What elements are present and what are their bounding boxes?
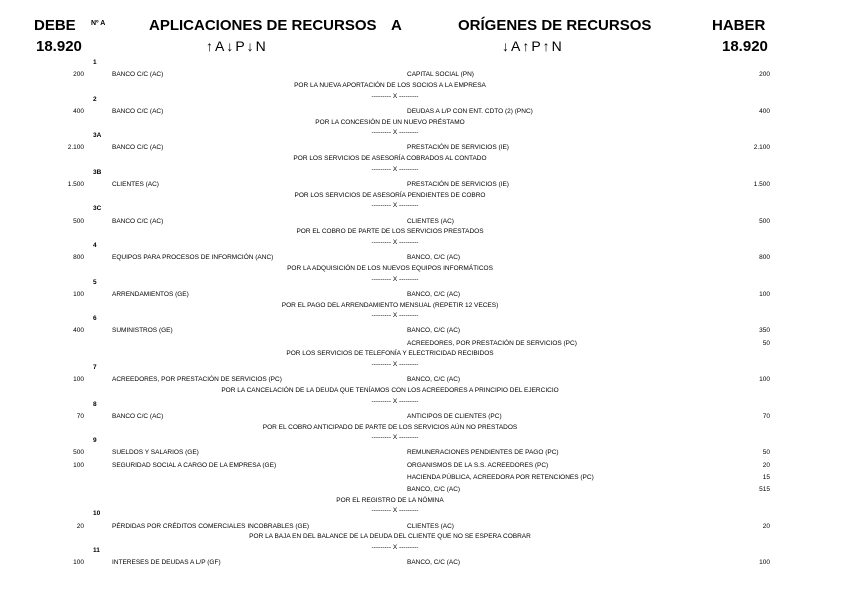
- entry-number: 8: [93, 400, 97, 408]
- debit-amount: 1.500: [67, 181, 84, 188]
- debit-account: EQUIPOS PARA PROCESOS DE INFORMCIÓN (ANC): [112, 254, 274, 262]
- credit-amount: 100: [759, 376, 770, 384]
- credit-account: BANCO, C/C (AC): [407, 327, 461, 335]
- haber-total: 18.920: [722, 38, 768, 55]
- entry-number: 4: [93, 242, 97, 249]
- debit-account: SEGURIDAD SOCIAL A CARGO DE LA EMPRESA (GE): [112, 461, 277, 469]
- entry-number: 3C: [93, 205, 102, 213]
- credit-amount: 15: [762, 473, 770, 481]
- credit-amount: 50: [762, 339, 770, 347]
- entry-description: POR LOS SERVICIOS DE ASESORÍA COBRADOS AL CONTADO: [293, 155, 487, 163]
- debit-account: BANCO C/C (AC): [112, 71, 164, 79]
- debit-amount: 100: [73, 559, 84, 567]
- credit-account: PRESTACIÓN DE SERVICIOS (IE): [407, 144, 509, 152]
- debit-amount: 400: [73, 327, 84, 335]
- entry-separator: --------- X ---------: [371, 165, 419, 173]
- debit-account: ARRENDAMIENTOS (GE): [112, 290, 189, 298]
- credit-account: CLIENTES (AC): [407, 217, 454, 225]
- credit-account: ORGANISMOS DE LA S.S. ACREEDORES (PC): [407, 461, 549, 469]
- credit-amount: 20: [762, 461, 770, 469]
- entry-separator: --------- X ---------: [371, 544, 419, 551]
- entry-number: 1: [93, 59, 97, 66]
- credit-account: PRESTACIÓN DE SERVICIOS (IE): [407, 181, 509, 188]
- entry-separator: --------- X ---------: [371, 434, 419, 442]
- credit-amount: 70: [762, 412, 770, 420]
- credit-account: HACIENDA PÚBLICA, ACREEDORA POR RETENCIONES (PC): [407, 473, 594, 481]
- entry-description: POR LA NUEVA APORTACIÓN DE LOS SOCIOS A LA EMPRESA: [294, 81, 486, 89]
- credit-amount: 20: [762, 522, 770, 530]
- debit-account: BANCO C/C (AC): [112, 412, 164, 420]
- entry-description: POR EL COBRO ANTICIPADO DE PARTE DE LOS SERVICIOS AÚN NO PRESTADOS: [262, 423, 518, 431]
- entry-description: POR EL PAGO DEL ARRENDAMIENTO MENSUAL (REPETIR 12 VECES): [281, 301, 499, 309]
- credit-amount: 2.100: [753, 144, 770, 152]
- entry-separator: --------- X ---------: [371, 275, 419, 283]
- credit-account: CAPITAL SOCIAL (PN): [407, 71, 474, 79]
- credit-account: BANCO, C/C (AC): [407, 486, 461, 493]
- debit-account: SUMINISTROS (GE): [112, 327, 173, 335]
- credit-account: REMUNERACIONES PENDIENTES DE PAGO (PC): [407, 449, 559, 457]
- credit-amount: 500: [759, 217, 770, 225]
- entry-number: 10: [93, 510, 101, 518]
- entry-description: POR LA ADQUISICIÓN DE LOS NUEVOS EQUIPOS INFORMÁTICOS: [287, 264, 493, 272]
- debit-amount: 70: [76, 412, 84, 420]
- debit-account: PÉRDIDAS POR CRÉDITOS COMERCIALES INCOBRABLES (GE): [112, 522, 310, 530]
- credit-amount: 400: [759, 107, 770, 115]
- haber-header: HABER: [712, 17, 766, 34]
- left-symbols: ↑A↓P↓N: [206, 38, 268, 54]
- debit-amount: 400: [73, 107, 84, 115]
- entry-number: 2: [93, 95, 97, 103]
- credit-amount: 200: [759, 71, 770, 79]
- entry-separator: --------- X ---------: [371, 361, 419, 368]
- entry-separator: --------- X ---------: [371, 239, 419, 246]
- credit-amount: 50: [762, 449, 770, 457]
- credit-amount: 100: [759, 559, 770, 567]
- debit-amount: 200: [73, 71, 84, 79]
- credit-amount: 515: [759, 486, 770, 493]
- entry-number: 7: [93, 364, 97, 371]
- entry-number: 11: [93, 547, 100, 554]
- debit-amount: 500: [73, 449, 84, 457]
- entry-number: 9: [93, 437, 97, 445]
- entry-description: POR LA CANCELACIÓN DE LA DEUDA QUE TENÍAMOS CON LOS ACREEDORES A PRINCIPIO DEL EJERCICIO: [221, 386, 559, 394]
- entry-number: 5: [93, 278, 97, 286]
- aplicaciones-header: APLICACIONES DE RECURSOS: [149, 17, 377, 34]
- entry-separator: --------- X ---------: [371, 202, 419, 210]
- a-header: A: [391, 17, 402, 34]
- debit-account: CLIENTES (AC): [112, 181, 159, 188]
- debe-header: DEBE: [34, 17, 76, 34]
- debit-amount: 2.100: [67, 144, 84, 152]
- credit-amount: 350: [759, 327, 770, 335]
- debit-account: BANCO C/C (AC): [112, 217, 164, 225]
- entry-separator: --------- X ---------: [371, 312, 419, 320]
- credit-account: BANCO, C/C (AC): [407, 290, 461, 298]
- origenes-header: ORÍGENES DE RECURSOS: [458, 17, 652, 34]
- entry-number: 3A: [93, 132, 102, 140]
- debit-amount: 800: [73, 254, 84, 262]
- credit-account: BANCO, C/C (AC): [407, 376, 461, 384]
- debit-amount: 100: [73, 461, 84, 469]
- debit-account: INTERESES DE DEUDAS A L/P (GF): [112, 559, 221, 567]
- credit-amount: 100: [759, 290, 770, 298]
- debit-account: BANCO C/C (AC): [112, 144, 164, 152]
- right-symbols: ↓A↑P↑N: [502, 38, 564, 54]
- entry-separator: --------- X ---------: [371, 129, 419, 137]
- debit-account: ACREEDORES, POR PRESTACIÓN DE SERVICIOS (PC): [112, 376, 282, 384]
- entry-description: POR LA CONCESIÓN DE UN NUEVO PRÉSTAMO: [315, 118, 465, 126]
- debit-account: BANCO C/C (AC): [112, 107, 164, 115]
- debit-amount: 500: [73, 217, 84, 225]
- debit-amount: 20: [76, 522, 84, 530]
- entry-number: 3B: [93, 168, 102, 176]
- entry-separator: --------- X ---------: [371, 92, 419, 100]
- entry-separator: --------- X ---------: [371, 507, 419, 515]
- credit-account: ANTICIPOS DE CLIENTES (PC): [407, 412, 502, 420]
- entry-description: POR LOS SERVICIOS DE TELEFONÍA Y ELECTRICIDAD RECIBIDOS: [286, 350, 494, 358]
- credit-account: DEUDAS A L/P CON ENT. CDTO (2) (PNC): [407, 107, 533, 115]
- credit-account: BANCO, C/C (AC): [407, 254, 461, 262]
- entry-number-header: Nº A: [91, 20, 106, 27]
- credit-account: ACREEDORES, POR PRESTACIÓN DE SERVICIOS (PC): [407, 339, 577, 347]
- entry-description: POR EL COBRO DE PARTE DE LOS SERVICIOS PRESTADOS: [296, 228, 484, 236]
- debit-amount: 100: [73, 376, 84, 384]
- entry-description: POR LOS SERVICIOS DE ASESORÍA PENDIENTES DE COBRO: [294, 191, 486, 199]
- debit-account: SUELDOS Y SALARIOS (GE): [112, 449, 199, 457]
- entry-description: POR EL REGISTRO DE LA NÓMINA: [336, 496, 444, 504]
- credit-account: BANCO, C/C (AC): [407, 559, 461, 567]
- entry-number: 6: [93, 315, 97, 323]
- credit-amount: 800: [759, 254, 770, 262]
- credit-amount: 1.500: [753, 181, 770, 188]
- entry-separator: --------- X ---------: [371, 397, 419, 405]
- debe-total: 18.920: [36, 38, 82, 55]
- debit-amount: 100: [73, 290, 84, 298]
- credit-account: CLIENTES (AC): [407, 522, 454, 530]
- entry-description: POR LA BAJA EN DEL BALANCE DE LA DEUDA DEL CLIENTE QUE NO SE ESPERA COBRAR: [249, 533, 531, 541]
